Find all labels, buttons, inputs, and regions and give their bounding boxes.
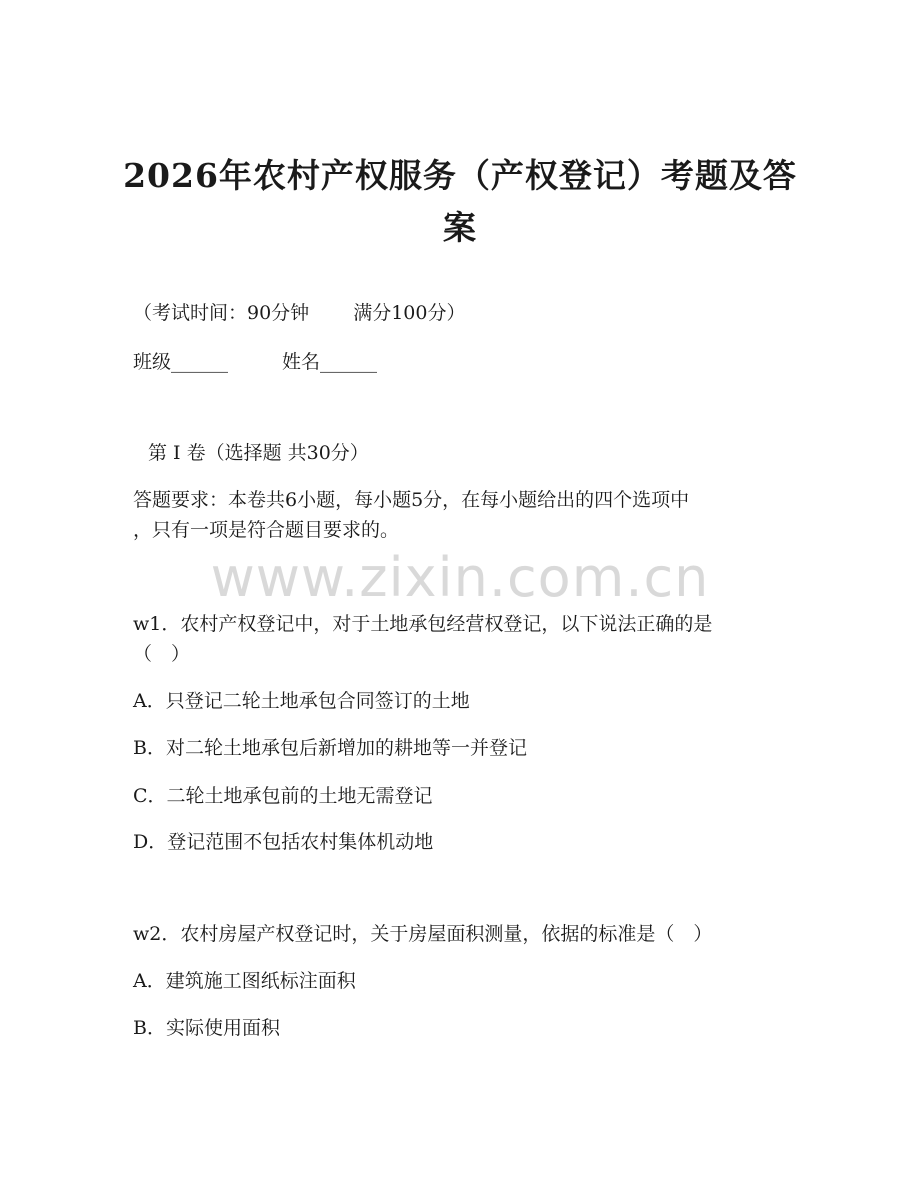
- section-header: 第 I 卷（选择题 共30分）: [148, 442, 369, 464]
- exam-score: 满分100分）: [353, 302, 466, 324]
- question-1-option-d: D．登记范围不包括农村集体机动地: [133, 831, 434, 853]
- student-fields: [133, 348, 377, 376]
- question-1-stem-line-2: （ ）: [133, 643, 191, 665]
- question-2-option-b: B．实际使用面积: [133, 1017, 280, 1039]
- question-1-option-b: B．对二轮土地承包后新增加的耕地等一并登记: [133, 737, 527, 759]
- instructions-line-2: ，只有一项是符合题目要求的。: [133, 519, 400, 541]
- document-title: [100, 150, 820, 254]
- class-field: 班级______: [133, 351, 229, 373]
- instructions-line-1: 答题要求：本卷共6小题，每小题5分，在每小题给出的四个选项中: [133, 489, 690, 511]
- title-line-1: 2026年农村产权服务（产权登记）考题及答: [123, 156, 797, 195]
- watermark: www.zixin.com.cn: [210, 546, 710, 609]
- question-1-option-c: C．二轮土地承包前的土地无需登记: [133, 785, 433, 807]
- question-1-stem-line-1: w1．农村产权登记中，对于土地承包经营权登记，以下说法正确的是: [133, 613, 713, 635]
- question-2-option-a: A．建筑施工图纸标注面积: [133, 970, 356, 992]
- name-field: 姓名______: [282, 351, 378, 373]
- title-line-2: 案: [443, 208, 477, 247]
- question-1-option-a: A．只登记二轮土地承包合同签订的土地: [133, 690, 470, 712]
- exam-time: （考试时间：90分钟: [133, 302, 310, 324]
- exam-info: [133, 299, 465, 327]
- question-2-stem-line-1: w2．农村房屋产权登记时，关于房屋面积测量，依据的标准是（ ）: [133, 923, 713, 945]
